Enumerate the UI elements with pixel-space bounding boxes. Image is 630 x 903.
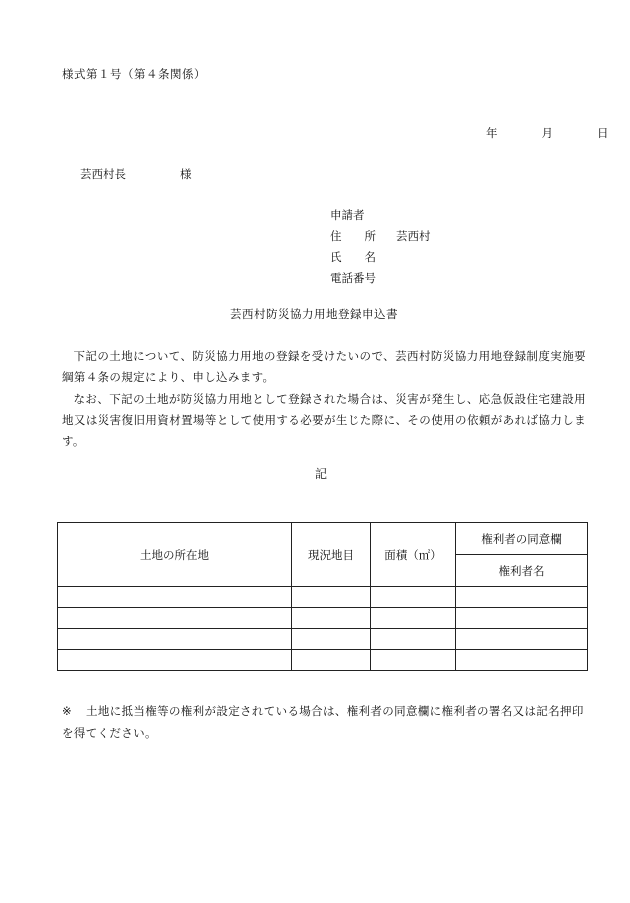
addressee	[80, 166, 192, 182]
note-text: 土地に抵当権等の権利が設定されている場合は、権利者の同意欄に権利者の署名又は記名押印を得てください。	[62, 704, 584, 740]
addressee-honorific: 様	[180, 167, 192, 181]
table-row	[58, 629, 588, 650]
ki-marker: 記	[315, 467, 328, 481]
date-line	[486, 125, 609, 141]
header-land-category: 現況地目	[292, 523, 371, 587]
table-row	[58, 650, 588, 671]
header-consent: 権利者の同意欄	[456, 523, 588, 555]
phone-label: 電話番号	[330, 271, 376, 285]
applicant-heading: 申請者	[330, 208, 365, 222]
cell-land-category[interactable]	[292, 629, 371, 650]
cell-rights-holder[interactable]	[456, 629, 588, 650]
cell-location[interactable]	[58, 629, 292, 650]
cell-location[interactable]	[58, 608, 292, 629]
address-label: 住 所	[330, 229, 376, 243]
day-label: 日	[597, 126, 609, 140]
body-text	[62, 346, 586, 452]
addressee-name: 芸西村長	[80, 167, 126, 181]
cell-land-category[interactable]	[292, 587, 371, 608]
cell-area[interactable]	[371, 650, 456, 671]
note-mark: ※	[62, 704, 72, 718]
cell-rights-holder[interactable]	[456, 608, 588, 629]
paragraph-1: 下記の土地について、防災協力用地の登録を受けたいので、芸西村防災協力用地登録制度実施要綱第４条の規定により、申し込みます。	[62, 349, 586, 385]
header-rights-holder: 権利者名	[456, 555, 588, 587]
document-title: 芸西村防災協力用地登録申込書	[230, 307, 398, 321]
header-area: 面積（㎡）	[371, 523, 456, 587]
cell-land-category[interactable]	[292, 608, 371, 629]
form-number: 様式第１号（第４条関係）	[62, 67, 206, 81]
applicant-block	[330, 205, 431, 289]
header-location: 土地の所在地	[58, 523, 292, 587]
month-label: 月	[541, 126, 553, 140]
cell-area[interactable]	[371, 629, 456, 650]
cell-rights-holder[interactable]	[456, 650, 588, 671]
land-table	[57, 522, 588, 671]
cell-area[interactable]	[371, 587, 456, 608]
footnote	[62, 700, 590, 744]
paragraph-2: なお、下記の土地が防災協力用地として登録された場合は、災害が発生し、応急仮設住宅建設用地又は災害復旧用資材置場等として使用する必要が生じた際に、その使用の依頼があれば協力します。	[62, 391, 586, 449]
cell-area[interactable]	[371, 608, 456, 629]
table-row	[58, 587, 588, 608]
cell-location[interactable]	[58, 587, 292, 608]
table-row	[58, 608, 588, 629]
cell-rights-holder[interactable]	[456, 587, 588, 608]
cell-location[interactable]	[58, 650, 292, 671]
name-label: 氏 名	[330, 250, 376, 264]
address-value[interactable]: 芸西村	[396, 229, 431, 243]
year-label: 年	[486, 126, 498, 140]
cell-land-category[interactable]	[292, 650, 371, 671]
